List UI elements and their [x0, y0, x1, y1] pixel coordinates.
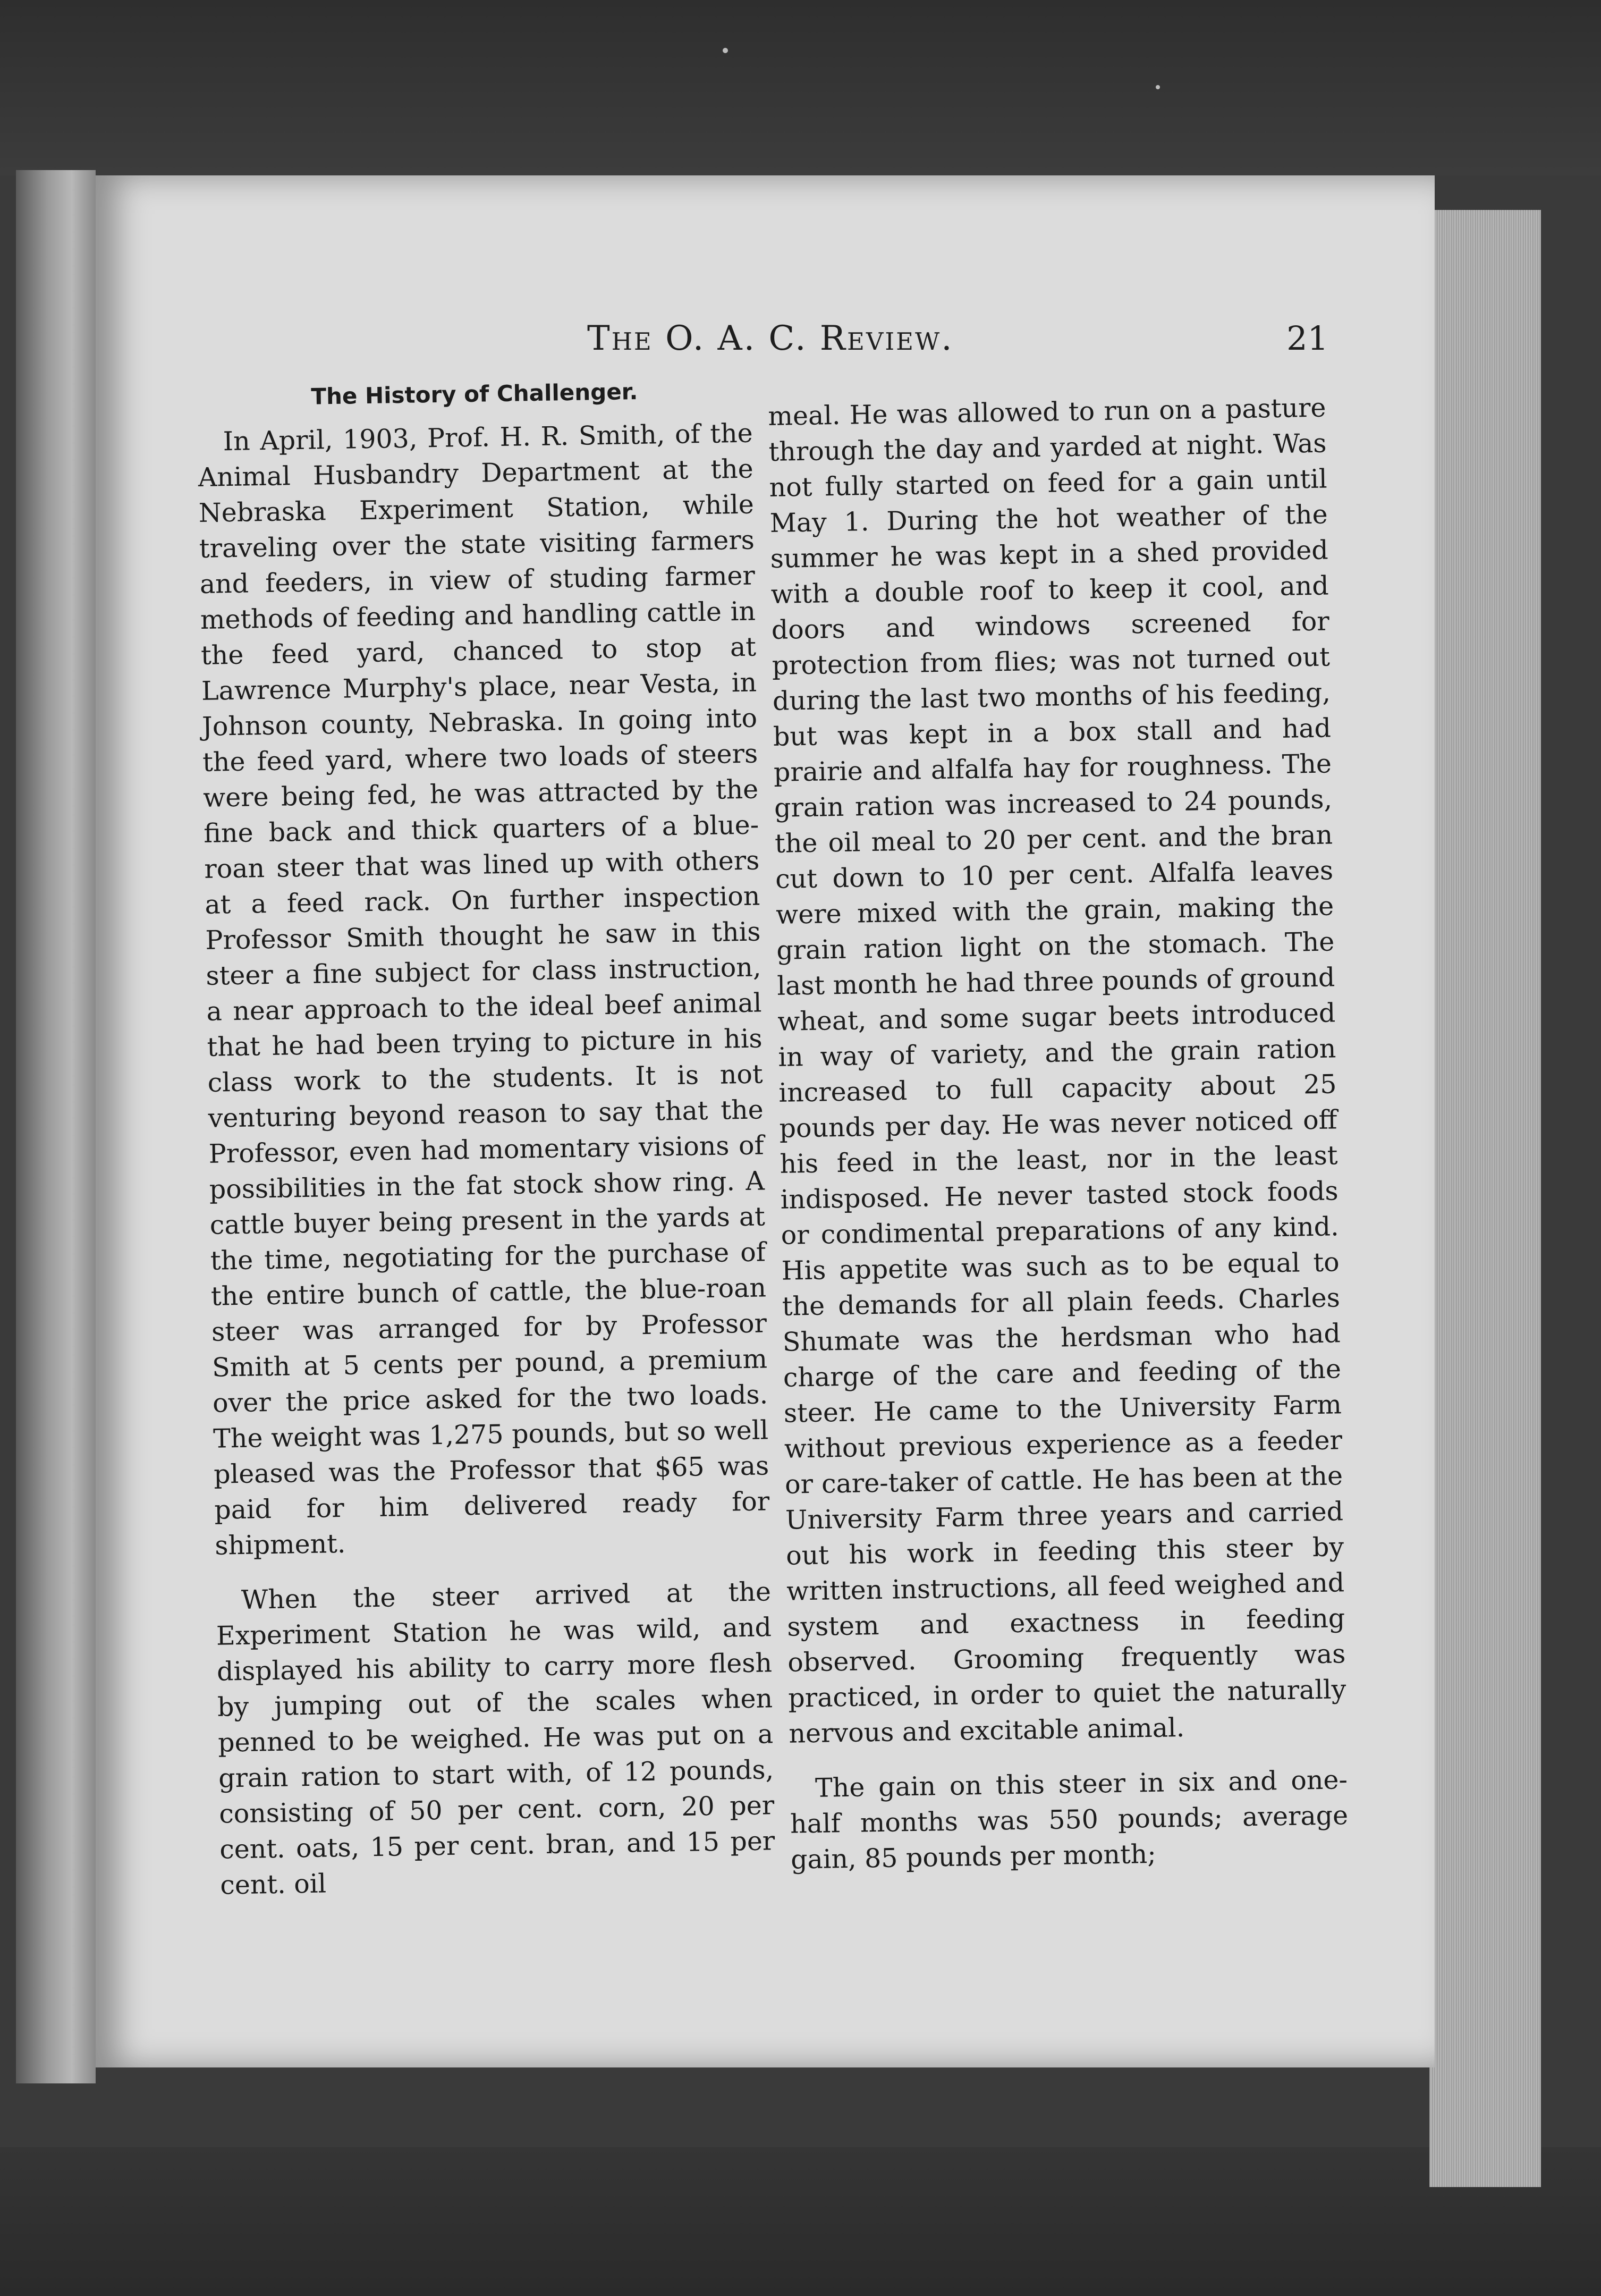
left-column [197, 374, 776, 1903]
dust-speck [1156, 85, 1160, 89]
paragraph: In April, 1903, Prof. H. R. Smith, of the Animal Husbandry Department at the Nebraska Experiment Station, while traveling over the state visiting farmers and feeders, in view of studing farmer methods of feeding and handling cattle in the feed yard, chanced to stop at Lawrence Murphy's place, near Vesta, in Johnson county, Nebraska. In going into the feed yard, where two loads of steers were being fed, he was attracted by the fine back and thick quarters of a blue-roan steer that was lined up with others at a feed rack. On further inspection Professor Smith thought he saw in this steer a fine subject for class instruction, a near approach to the ideal beef animal that he had been trying to picture in his class work to the students. It is not venturing beyond reason to say that the Professor, even had momentary visions of possibilities in the fat stock show ring. A cattle buyer being present in the yards at the time, negotiating for the purchase of the entire bunch of cattle, the blue-roan steer was arranged for by Professor Smith at 5 cents per pound, a premium over the price asked for the two loads. The weight was 1,275 pounds, but so well pleased was the Professor that $65 was paid for him delivered ready for shipment. [198, 418, 770, 1561]
dust-speck [723, 48, 728, 53]
page-stack-edge [1429, 210, 1541, 2187]
article-title: The History of Challenger. [311, 378, 638, 410]
running-title: The O. A. C. Review. [587, 319, 954, 358]
paragraph-continued: meal. He was allowed to run on a pasture through the day and yarded at night. Was not fully started on feed for a gain until May 1. During the hot weather of the summer he was kept in a shed provided with a double roof to keep it cool, and doors and windows screened for protection from flies; was not turned out during the last two months of his feeding, but was kept in a box stall and had prairie and alfalfa hay for roughness. The grain ration was increased to 24 pounds, the oil meal to 20 per cent. and the bran cut down to 10 per cent. Alfalfa leaves were mixed with the grain, making the grain ration light on the stomach. The last month he had three pounds of ground wheat, and some sugar beets introduced in way of variety, and the grain ration increased to full capacity about 25 pounds per day. He was never noticed off his feed in the least, nor in the least indisposed. He never tasted stock foods or condimental preparations of any kind. His appetite was such as to be equal to the demands for all plain feeds. Charles Shumate was the herdsman who had charge of the care and feeding of the steer. He came to the University Farm without previous experience as a feeder or care-taker of cattle. He has been at the University Farm three years and carried out his work in feeding this steer by written instructions, all feed weighed and system and exactness in feeding observed. Grooming frequently was practiced, in order to quiet the naturally nervous and excitable animal. [768, 392, 1346, 1749]
paragraph: When the steer arrived at the Experiment Station he was wild, and displayed his ability to carry more flesh by jumping out of the scales when penned to be weighed. He was put on a grain ration to start with, of 12 pounds, consisting of 50 per cent. corn, 20 per cent. oats, 15 per cent. bran, and 15 per cent. oil [216, 1576, 775, 1901]
page-header [574, 319, 1328, 367]
scan-background-bottom [0, 2147, 1601, 2296]
scan-background-top [0, 0, 1601, 175]
right-column [768, 390, 1349, 1878]
page-number: 21 [1286, 319, 1328, 358]
paragraph: The gain on this steer in six and one-half months was 550 pounds; average gain, 85 pounds per month; [790, 1765, 1349, 1875]
facing-page-edge [16, 170, 96, 2083]
